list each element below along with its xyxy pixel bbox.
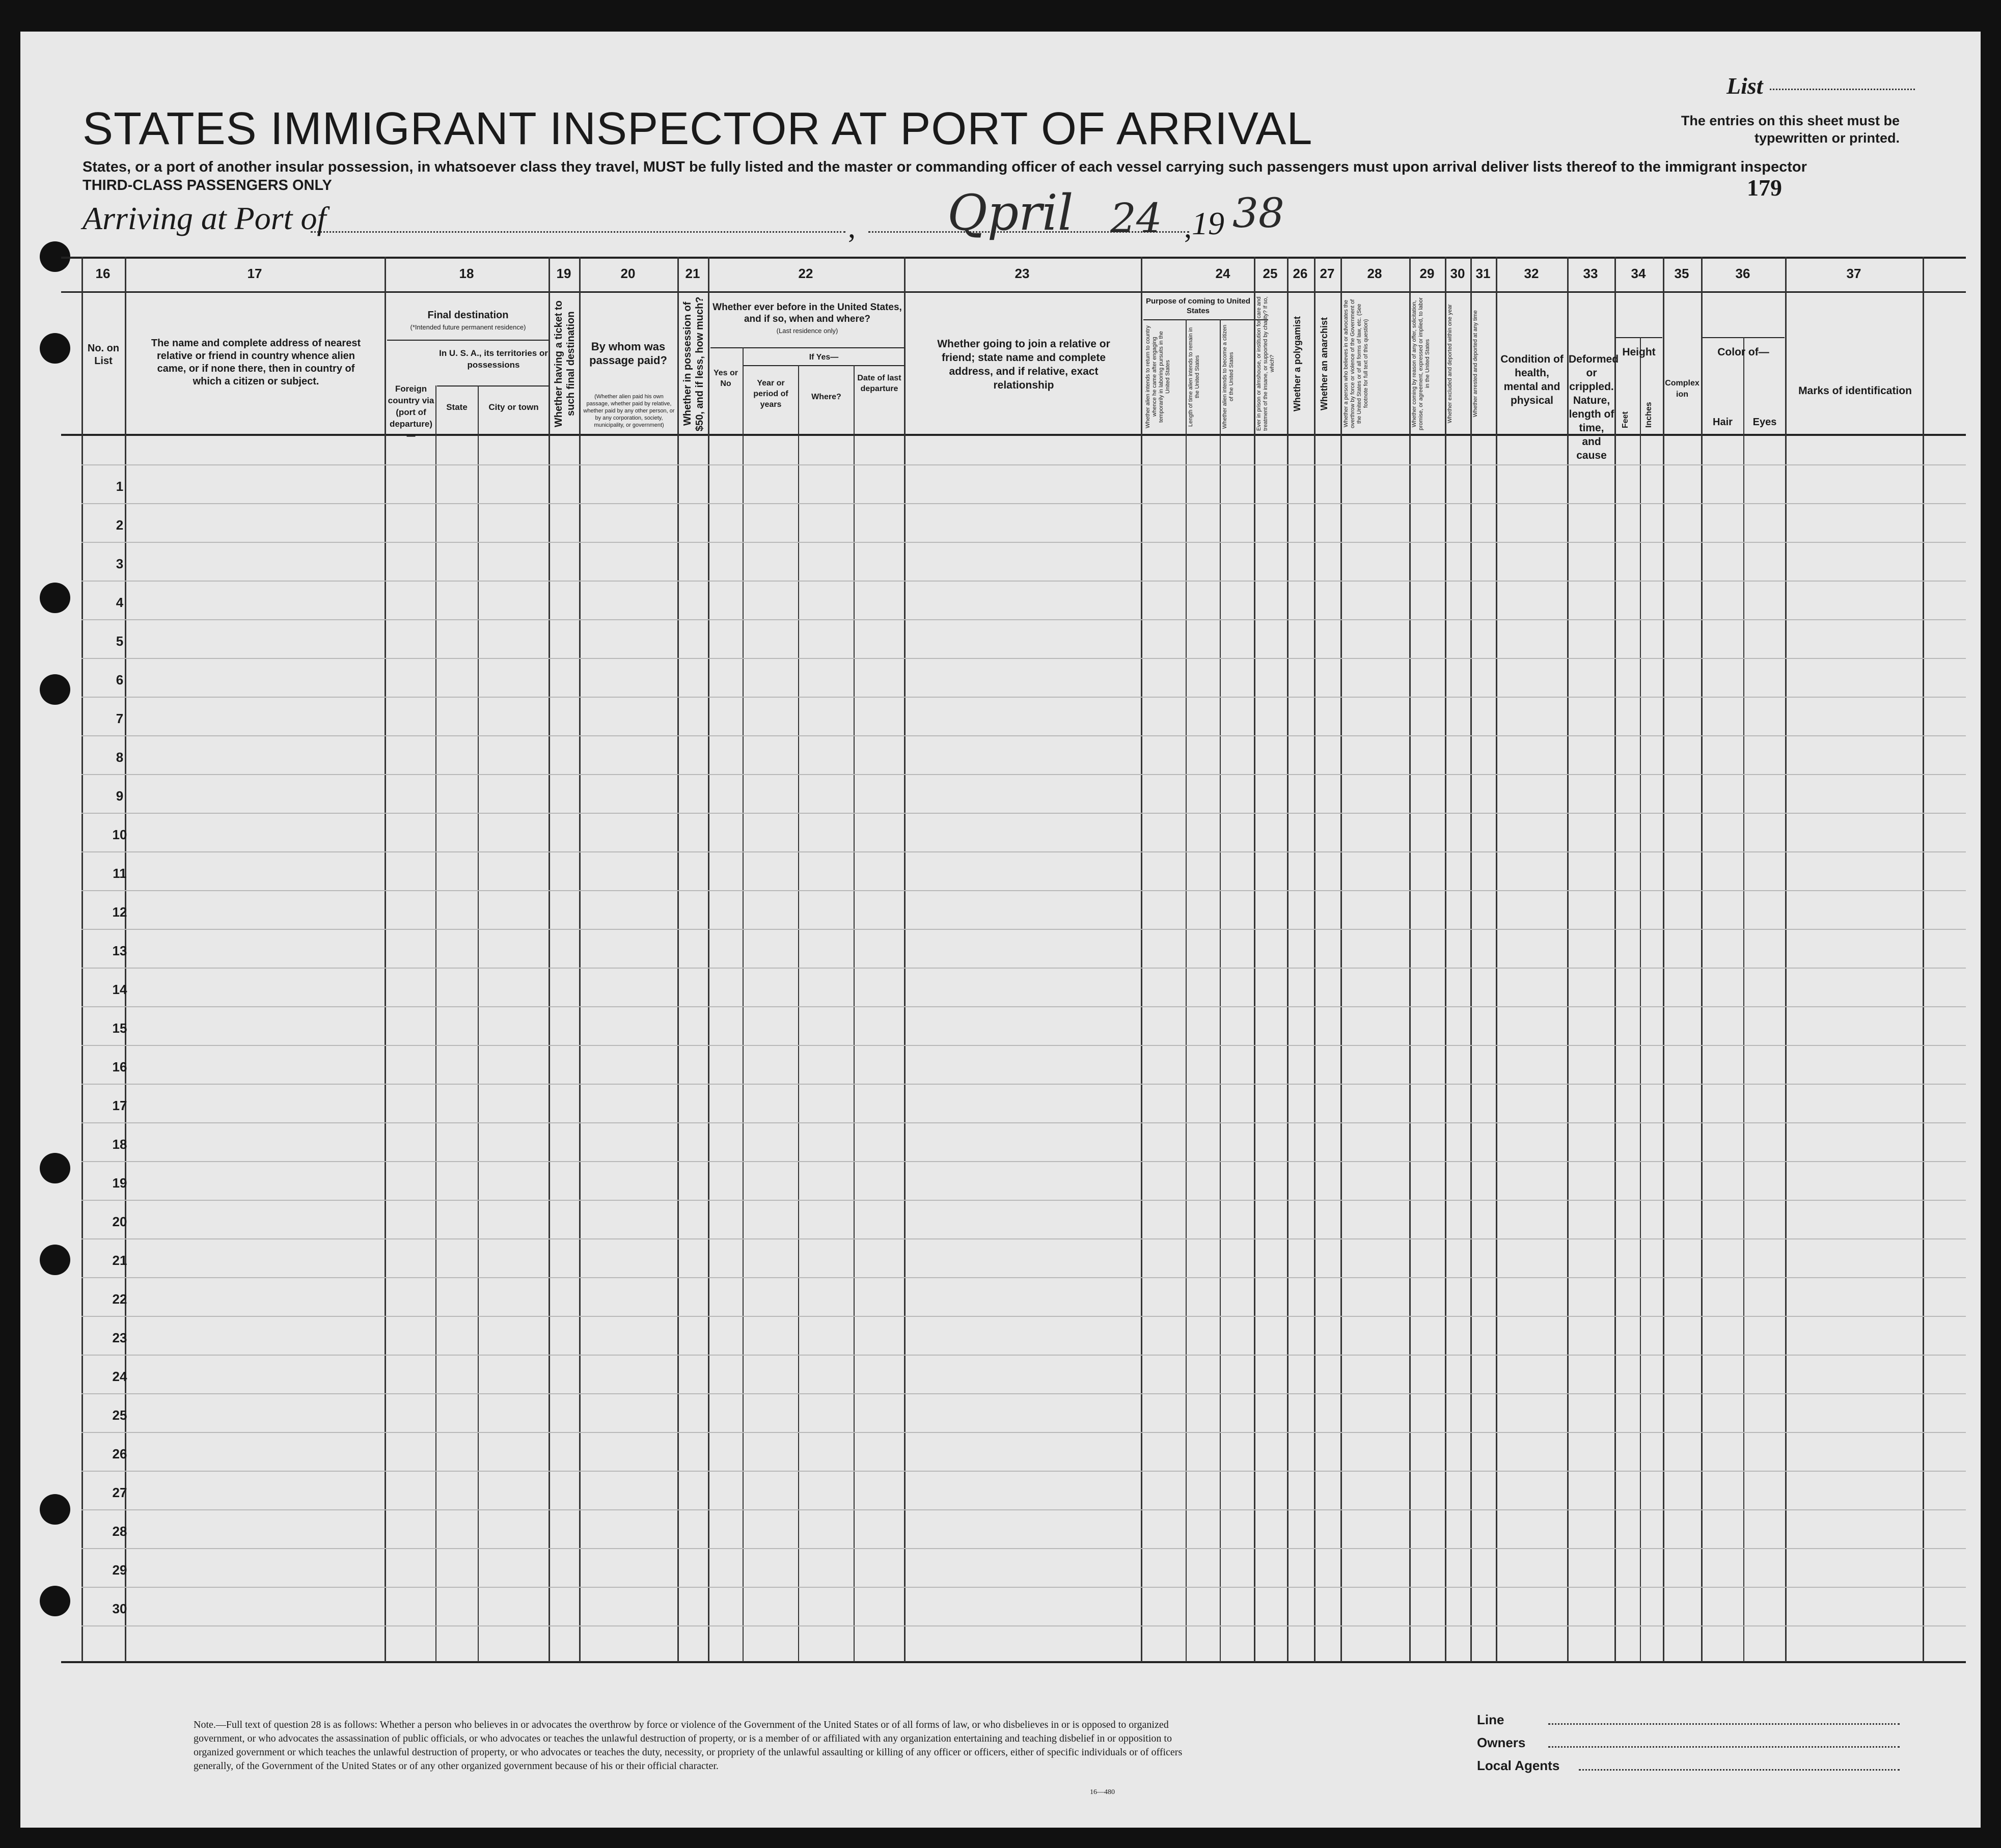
col-line bbox=[1340, 257, 1342, 1662]
h34-divider bbox=[1615, 337, 1662, 338]
row-line bbox=[81, 1200, 1966, 1201]
column-number: 20 bbox=[620, 266, 636, 281]
header-arrested: Whether arrested and deported at any time bbox=[1472, 310, 1478, 417]
h22-ifyes-divider bbox=[744, 365, 904, 366]
row-number: 6 bbox=[116, 672, 124, 687]
row-line bbox=[81, 774, 1966, 775]
header-prison: Ever in prison or almshouse, or institution for care and treatment of the insane, or supported by charity? If so, which? bbox=[1256, 296, 1275, 431]
col-line bbox=[1186, 319, 1187, 1662]
col-line bbox=[1445, 257, 1446, 1662]
binder-hole bbox=[40, 333, 70, 364]
row-number: 8 bbox=[116, 750, 124, 765]
row-line bbox=[81, 1122, 1966, 1123]
column-number: 30 bbox=[1450, 266, 1465, 281]
row-line bbox=[81, 1277, 1966, 1278]
column-number: 17 bbox=[247, 266, 262, 281]
header-in-usa: In U. S. A., its territories or possessions bbox=[439, 348, 548, 370]
row-number: 29 bbox=[112, 1562, 127, 1578]
local-agents-label: Local Agents bbox=[1477, 1758, 1560, 1773]
row-number: 24 bbox=[112, 1369, 127, 1384]
header-polygamist: Whether a polygamist bbox=[1292, 316, 1302, 411]
header-city-or-town: City or town bbox=[488, 402, 539, 412]
row-line bbox=[81, 581, 1966, 582]
date-month-handwritten: Qpril bbox=[947, 184, 1074, 241]
header-nearest-relative: The name and complete address of nearest relative or friend in country whence alien came, or if none there, then in country of which a citizen or subject. bbox=[151, 338, 361, 387]
col-line bbox=[1567, 257, 1569, 1662]
col-line bbox=[549, 257, 550, 1662]
column-number: 31 bbox=[1475, 266, 1491, 281]
col-line bbox=[1409, 257, 1411, 1662]
col-line bbox=[1614, 257, 1616, 1662]
column-number: 36 bbox=[1735, 266, 1750, 281]
column-number: 26 bbox=[1293, 266, 1308, 281]
row-line bbox=[81, 735, 1966, 736]
row-line bbox=[81, 1393, 1966, 1394]
row-line bbox=[81, 851, 1966, 852]
typewritten-note: The entries on this sheet must be typewritten or printed. bbox=[1681, 113, 1900, 146]
row-number: 13 bbox=[112, 943, 127, 958]
header-purpose-return: Whether alien intends to return to country whence he came after engaging temporarily in laboring pursuits in the United States bbox=[1145, 325, 1171, 428]
row-number: 14 bbox=[112, 982, 127, 997]
header-final-destination: Final destination bbox=[427, 310, 509, 321]
row-line bbox=[81, 542, 1966, 543]
row-line bbox=[81, 1316, 1966, 1317]
column-number: 19 bbox=[556, 266, 571, 281]
header-ticket: Whether having a ticket to such final destination bbox=[553, 300, 577, 427]
row-line bbox=[81, 464, 1966, 465]
column-number: 34 bbox=[1631, 266, 1646, 281]
row-number: 5 bbox=[116, 633, 124, 649]
column-number: 29 bbox=[1419, 266, 1435, 281]
header-if-yes: If Yes— bbox=[809, 353, 839, 362]
col-line bbox=[677, 257, 679, 1662]
header-hair: Hair bbox=[1713, 417, 1733, 428]
form-code: 16—480 bbox=[1090, 1788, 1115, 1796]
header-passage-paid: By whom was passage paid? bbox=[589, 340, 667, 367]
owners-field[interactable] bbox=[1548, 1746, 1900, 1748]
row-number: 23 bbox=[112, 1330, 127, 1345]
row-number: 25 bbox=[112, 1408, 127, 1423]
arriving-port-label: Arriving at Port of bbox=[83, 200, 326, 236]
row-line bbox=[81, 1355, 1966, 1356]
header-height: Height bbox=[1622, 346, 1656, 358]
row-line bbox=[81, 619, 1966, 620]
row-line bbox=[81, 1084, 1966, 1085]
header-where: Where? bbox=[811, 393, 841, 401]
passenger-class-line: THIRD-CLASS PASSENGERS ONLY bbox=[83, 177, 332, 194]
row-line bbox=[81, 1548, 1966, 1549]
header-health: Condition of health, mental and physical bbox=[1500, 353, 1564, 406]
column-number: 21 bbox=[685, 266, 700, 281]
column-number: 35 bbox=[1674, 266, 1689, 281]
row-line bbox=[81, 658, 1966, 659]
binder-hole bbox=[40, 583, 70, 613]
binder-hole bbox=[40, 1494, 70, 1525]
row-number: 7 bbox=[116, 711, 124, 726]
line-label: Line bbox=[1477, 1712, 1504, 1727]
row-number: 1 bbox=[116, 479, 124, 494]
column-number: 33 bbox=[1583, 266, 1598, 281]
header-possession-50: Whether in possession of $50, and if less, how much? bbox=[682, 296, 705, 431]
row-line bbox=[81, 1238, 1966, 1239]
binder-hole bbox=[40, 1586, 70, 1616]
row-line bbox=[81, 968, 1966, 969]
row-number: 4 bbox=[116, 595, 124, 610]
date-year-handwritten: 38 bbox=[1232, 189, 1284, 237]
header-excluded: Whether excluded and deported within one year bbox=[1447, 304, 1453, 423]
owners-label: Owners bbox=[1477, 1735, 1526, 1750]
header-marks-identification: Marks of identification bbox=[1798, 385, 1912, 397]
col-line bbox=[385, 257, 386, 1662]
header-join-relative: Whether going to join a relative or friend; state name and complete address, and if relative, exact relationship bbox=[937, 338, 1110, 391]
header-labor-offer: Whether coming by reason of any offer, solicitation, promise, or agreement, expressed or implied, to labor in the United States bbox=[1411, 297, 1431, 430]
row-number: 30 bbox=[112, 1601, 127, 1616]
column-number: 16 bbox=[95, 266, 111, 281]
col-line bbox=[798, 365, 799, 1662]
row-number: 16 bbox=[112, 1059, 127, 1074]
col-line bbox=[1785, 257, 1787, 1662]
row-line bbox=[81, 1471, 1966, 1472]
column-number: 23 bbox=[1015, 266, 1030, 281]
header-color-of: Color of— bbox=[1717, 346, 1769, 358]
row-number: 17 bbox=[112, 1098, 127, 1113]
col-line bbox=[1640, 337, 1641, 1662]
h24-divider bbox=[1143, 319, 1268, 320]
col-line bbox=[1287, 257, 1289, 1662]
row-line bbox=[81, 1045, 1966, 1046]
header-purpose-length: Length of time alien intends to remain in the United States bbox=[1188, 327, 1200, 427]
column-number: 32 bbox=[1524, 266, 1539, 281]
binder-hole bbox=[40, 1245, 70, 1275]
column-number: 25 bbox=[1263, 266, 1278, 281]
col-line bbox=[1743, 337, 1744, 1662]
col-line bbox=[708, 257, 709, 1662]
column-number: 18 bbox=[459, 266, 474, 281]
comma: , bbox=[848, 210, 856, 244]
col-line bbox=[1470, 257, 1472, 1662]
row-number: 3 bbox=[116, 556, 124, 571]
date-year-prefix: 19 bbox=[1192, 205, 1224, 241]
form-title: STATES IMMIGRANT INSPECTOR AT PORT OF ARRIVAL bbox=[83, 103, 1313, 154]
header-feet: Feet bbox=[1621, 411, 1630, 428]
row-line bbox=[81, 1587, 1966, 1588]
row-number: 19 bbox=[112, 1175, 127, 1191]
header-complexion: Complexion bbox=[1665, 379, 1700, 399]
header-foreign-country: Foreign country via (port of departure)— bbox=[388, 384, 434, 440]
col-line bbox=[1220, 319, 1221, 1662]
header-yes-or-no: Yes or No bbox=[713, 369, 738, 388]
row-line bbox=[81, 1006, 1966, 1007]
col-line bbox=[1923, 257, 1924, 1662]
header-purpose: Purpose of coming to United States bbox=[1146, 297, 1250, 315]
header-no-on-list: No. on List bbox=[87, 343, 120, 367]
h22-divider bbox=[710, 347, 904, 348]
footnote-question-28: Note.—Full text of question 28 is as follows: Whether a person who believes in or advocates the overthrow by force or violence of the Government of the United States or of all forms of law, or who disbelieves in or is opposed to organized government, or who advocates the assassination of public officials, or who advocates or teaches the unlawful destruction of property, or is a member of or affiliated with any organization entertaining and teaching disbelief in or opposition to organized government or which teaches the unlawful destruction of property, or who advocates or teaches the duty, necessity, or propriety of the unlawful assaulting or killing of any officer or officers, either of specific individuals or of officers generally, of the Government of the United States or of any other organized government because of his or their official character. bbox=[194, 1719, 1183, 1772]
column-number: 27 bbox=[1320, 266, 1335, 281]
row-line bbox=[81, 503, 1966, 504]
col-line bbox=[1663, 257, 1664, 1662]
col-line bbox=[904, 257, 906, 1662]
local-agents-field[interactable] bbox=[1579, 1769, 1900, 1771]
row-number: 20 bbox=[112, 1214, 127, 1229]
page-number: 179 bbox=[1747, 175, 1782, 201]
row-number: 21 bbox=[112, 1253, 127, 1268]
col-line bbox=[579, 257, 581, 1662]
row-line bbox=[81, 1509, 1966, 1510]
col-line bbox=[743, 347, 744, 1662]
row-line bbox=[81, 697, 1966, 698]
header-inches: Inches bbox=[1644, 402, 1653, 428]
row-number: 22 bbox=[112, 1291, 127, 1307]
table-bottom-line bbox=[61, 1661, 1966, 1663]
row-line bbox=[81, 1161, 1966, 1162]
row-number: 11 bbox=[113, 866, 127, 881]
header-year-or-period: Year or period of years bbox=[753, 379, 788, 409]
col-line bbox=[1314, 257, 1315, 1662]
col-line bbox=[1496, 257, 1497, 1662]
line-field[interactable] bbox=[1548, 1723, 1900, 1725]
column-number-line bbox=[61, 291, 1966, 293]
col-line bbox=[1141, 257, 1142, 1662]
header-final-destination-sub: (*Intended future permanent residence) bbox=[410, 323, 526, 331]
row-number: 28 bbox=[112, 1524, 127, 1539]
row-number: 18 bbox=[112, 1137, 127, 1152]
h18-usa-divider bbox=[437, 385, 550, 387]
list-label: List bbox=[1726, 73, 1763, 99]
header-deformed: Deformed or crippled. Nature, length of time, and cause bbox=[1569, 353, 1619, 461]
column-number: 22 bbox=[798, 266, 813, 281]
header-date-last-departure: Date of last departure bbox=[857, 374, 901, 393]
binder-hole bbox=[40, 674, 70, 705]
header-eyes: Eyes bbox=[1752, 417, 1777, 428]
h18-divider bbox=[387, 340, 550, 341]
header-last-residence: (Last residence only) bbox=[776, 327, 838, 335]
table-top-line bbox=[61, 257, 1966, 259]
row-line bbox=[81, 1432, 1966, 1433]
row-number: 26 bbox=[112, 1446, 127, 1461]
row-line bbox=[81, 929, 1966, 930]
row-number: 10 bbox=[112, 827, 127, 842]
header-passage-paid-sub: (Whether alien paid his own passage, whether paid by relative, whether paid by any other person, or by any corporation, society, municipality, or government) bbox=[583, 394, 675, 428]
header-overthrow: Whether a person who believes in or advocates the overthrow by force or violence of the Government of the United States or of all forms of law, etc. (See footnote for full text of this question) bbox=[1343, 299, 1369, 428]
col-line bbox=[1701, 257, 1703, 1662]
row-number: 9 bbox=[116, 788, 124, 804]
list-number-field[interactable] bbox=[1770, 89, 1915, 90]
col-line bbox=[854, 365, 855, 1662]
arriving-port-field[interactable] bbox=[311, 231, 845, 233]
col-line bbox=[1254, 257, 1255, 1662]
row-number: 2 bbox=[116, 517, 124, 533]
row-line bbox=[81, 813, 1966, 814]
date-day-handwritten: 24 bbox=[1110, 195, 1162, 242]
comma: , bbox=[1184, 210, 1192, 244]
header-purpose-citizen: Whether alien intends to become a citizen of the United States bbox=[1222, 324, 1235, 429]
manifest-sheet bbox=[20, 32, 1981, 1828]
row-line bbox=[81, 1625, 1966, 1626]
column-number: 24 bbox=[1215, 266, 1230, 281]
column-number: 28 bbox=[1367, 266, 1382, 281]
row-number: 15 bbox=[112, 1020, 127, 1036]
header-bottom-line bbox=[61, 434, 1966, 436]
binder-hole bbox=[40, 1153, 70, 1183]
header-state: State bbox=[446, 402, 468, 412]
header-ever-before-in-us: Whether ever before in the United States, and if so, when and where? bbox=[712, 302, 902, 324]
header-anarchist: Whether an anarchist bbox=[1319, 317, 1329, 410]
row-number: 12 bbox=[112, 904, 127, 920]
row-line bbox=[81, 890, 1966, 891]
instruction-line: States, or a port of another insular possession, in whatsoever class they travel, MUST be fully listed and the master or commanding officer of each vessel carrying such passengers must upon arrival deliver lists thereof to the immigrant inspector bbox=[83, 159, 1807, 175]
column-number: 37 bbox=[1846, 266, 1861, 281]
row-number: 27 bbox=[112, 1485, 127, 1500]
